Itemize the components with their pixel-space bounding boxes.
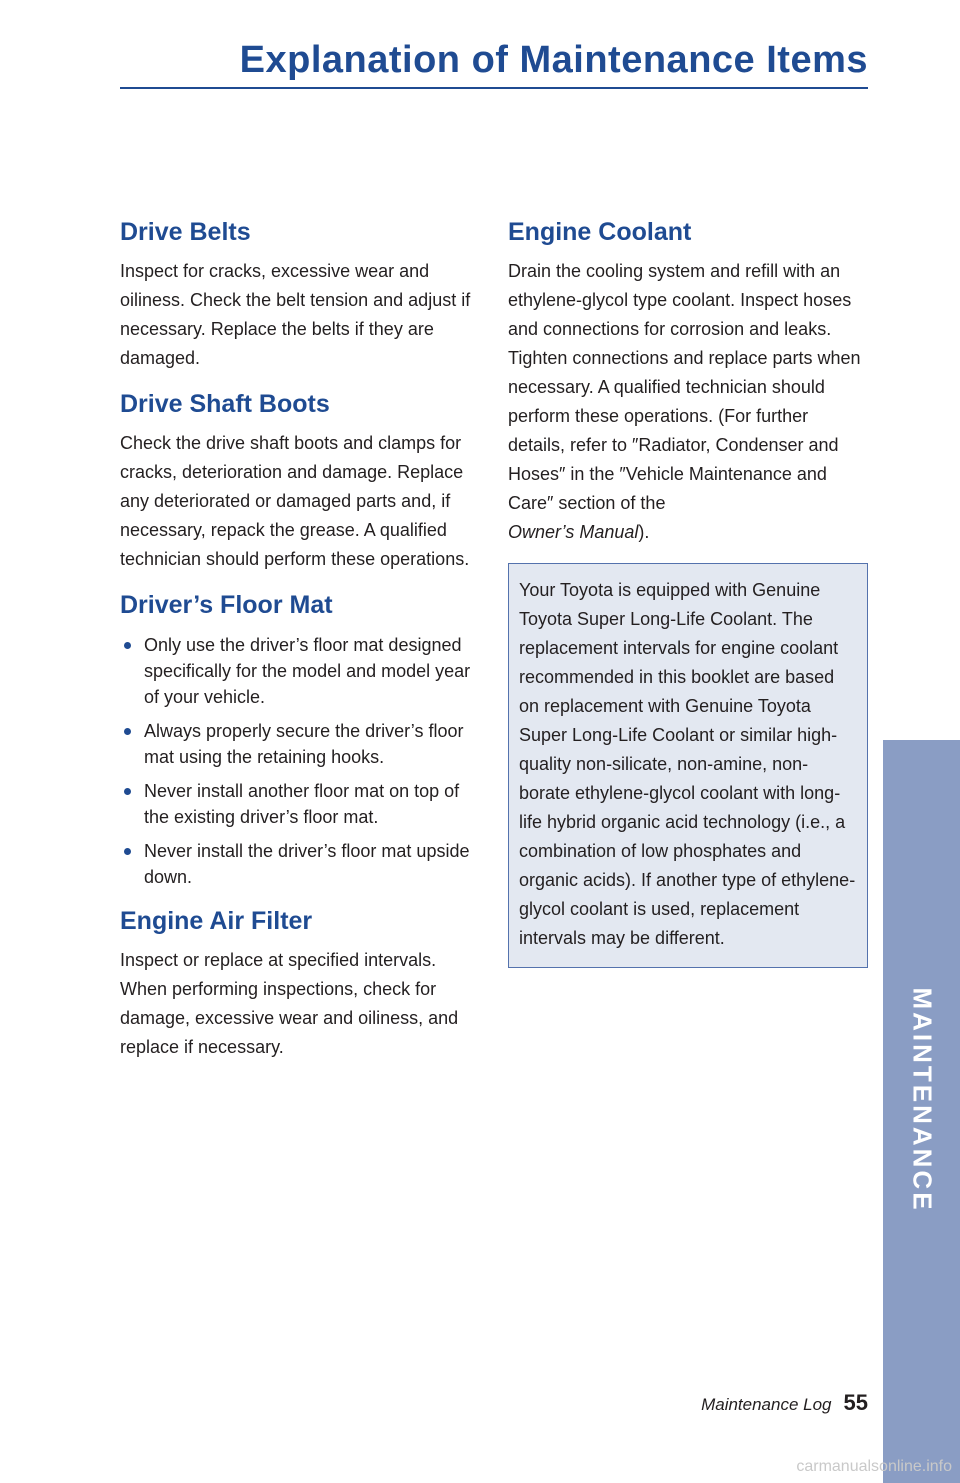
list-item-text: Always properly secure the driver’s floor mat using the retaining hooks. [144,721,464,767]
title-divider [120,87,868,89]
list-item [120,718,482,770]
section-body [508,257,868,547]
list-item [120,838,482,890]
bullet-dot-icon [124,788,131,795]
bullet-dot-icon [124,642,131,649]
right-column [508,215,868,968]
section-heading: Driver’s Floor Mat [120,591,333,619]
watermark: carmanualsonline.info [796,1458,952,1475]
page-title: Explanation of Maintenance Items [239,39,868,81]
section-body: Inspect or replace at specified intervals. When performing inspections, check for damage, excessive wear and oiliness, and replace if necessary. [120,950,459,1057]
coolant-body-end: ). [638,522,650,542]
section-engine-coolant [508,215,868,547]
section-engine-air-filter [120,904,482,1062]
section-heading: Engine Coolant [508,218,692,246]
left-column [120,215,482,1076]
list-item-text: Never install another floor mat on top of the existing driver’s floor mat. [144,781,460,827]
section-drivers-floor-mat [120,588,482,890]
page-number: 55 [843,1390,868,1415]
bullet-list [120,632,482,890]
list-item [120,778,482,830]
coolant-body-text: Drain the cooling system and refill with an ethylene-glycol type coolant. Inspect hoses and connections for corrosion and leaks. Tighten connections and replace parts when necessary. A qualified technician should perform these operations. (For further details, refer to ″Radiator, Condenser and Hoses″ in the ″Vehicle Maintenance and Care″ section of the [508,261,861,513]
bullet-dot-icon [124,848,131,855]
owners-manual-reference: Owner’s Manual [508,522,639,542]
side-tab-label: MAINTENANCE [907,987,937,1213]
section-drive-belts [120,215,482,373]
section-heading: Engine Air Filter [120,907,313,935]
section-body: Check the drive shaft boots and clamps for cracks, deterioration and damage. Replace any deteriorated or damaged parts and, if necessary, repack the grease. A qualified technician should perform these operations. [120,433,470,569]
section-heading: Drive Shaft Boots [120,390,330,418]
coolant-note-box [508,563,868,968]
list-item [120,632,482,710]
section-body: Inspect for cracks, excessive wear and oiliness. Check the belt tension and adjust if necessary. Replace the belts if they are damaged. [120,261,471,368]
footer-label: Maintenance Log [701,1395,832,1414]
list-item-text: Never install the driver’s floor mat upside down. [144,841,470,887]
list-item-text: Only use the driver’s floor mat designed specifically for the model and model year of your vehicle. [144,635,471,707]
page-footer [701,1388,868,1418]
side-tab [883,740,960,1483]
section-drive-shaft-boots [120,387,482,574]
coolant-note-text: Your Toyota is equipped with Genuine Toyota Super Long-Life Coolant. The replacement intervals for engine coolant recommended in this booklet are based on replacement with Genuine Toyota Super Long-Life Coolant or similar high-quality non-silicate, non-amine, non-borate ethylene-glycol coolant with long-life hybrid organic acid technology (i.e., a combination of low phosphates and organic acids). If another type of ethylene-glycol coolant is used, replacement intervals may be different. [519,580,856,948]
bullet-dot-icon [124,728,131,735]
section-heading: Drive Belts [120,218,251,246]
